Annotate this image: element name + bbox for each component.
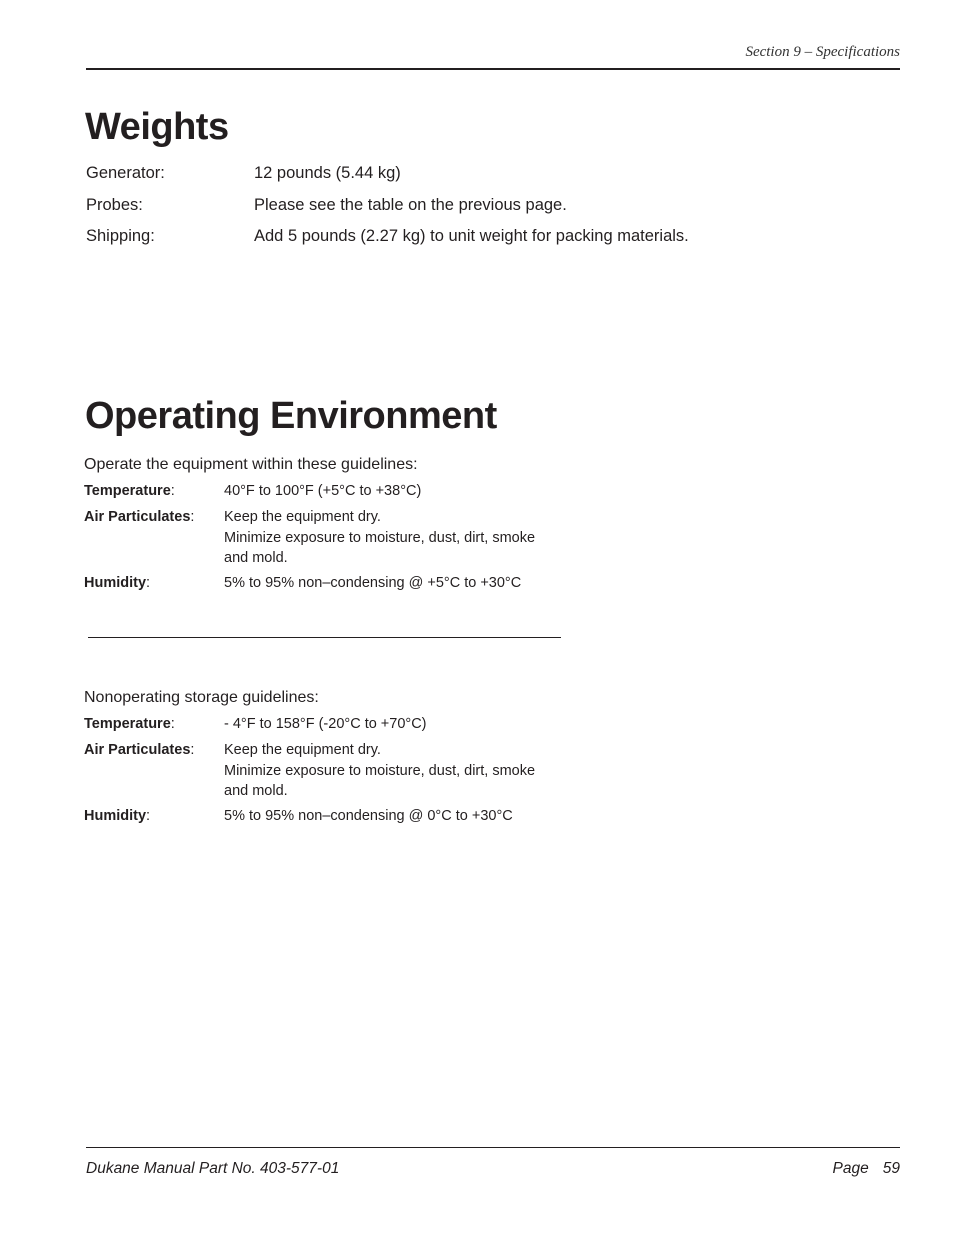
env-label: Humidity xyxy=(84,575,147,591)
env-label: Air Particulates xyxy=(84,742,191,758)
weights-label: Probes: xyxy=(86,196,143,214)
nonoperating-row-humidity: Humidity: 5% to 95% non–condensing @ 0°C to +30°C xyxy=(84,806,574,827)
env-label: Temperature xyxy=(84,716,171,732)
env-value: - 4°F to 158°F (-20°C to +70°C) xyxy=(224,716,427,732)
env-value: 5% to 95% non–condensing @ 0°C to +30°C xyxy=(224,808,513,824)
env-value: Keep the equipment dry. xyxy=(224,742,381,758)
section-header: Section 9 – Specifications xyxy=(745,44,900,60)
footer-divider xyxy=(86,1147,900,1148)
env-value: 40°F to 100°F (+5°C to +38°C) xyxy=(224,483,422,499)
operating-row-temperature: Temperature: 40°F to 100°F (+5°C to +38°C) xyxy=(84,481,574,502)
footer-page-label: Page xyxy=(832,1160,869,1177)
env-value: 5% to 95% non–condensing @ +5°C to +30°C xyxy=(224,575,522,591)
footer-manual-number: Dukane Manual Part No. 403-577-01 xyxy=(86,1160,340,1177)
env-value: Keep the equipment dry. xyxy=(224,509,381,525)
env-label: Temperature xyxy=(84,483,171,499)
nonoperating-intro: Nonoperating storage guidelines: xyxy=(84,689,319,706)
weights-value: Add 5 pounds (2.27 kg) to unit weight for packing materials. xyxy=(254,227,689,245)
environment-title: Operating Environment xyxy=(85,395,497,437)
weights-value: Please see the table on the previous page. xyxy=(254,196,567,214)
env-label: Air Particulates xyxy=(84,509,191,525)
weights-row-probes xyxy=(86,195,567,215)
env-value: Minimize exposure to moisture, dust, dirt, smoke xyxy=(224,529,536,546)
operating-row-humidity: Humidity: 5% to 95% non–condensing @ +5°C to +30°C xyxy=(84,573,574,594)
weights-value: 12 pounds (5.44 kg) xyxy=(254,164,401,182)
footer-page-number: 59 xyxy=(882,1160,900,1177)
weights-label: Shipping: xyxy=(86,227,155,245)
operating-intro: Operate the equipment within these guidelines: xyxy=(84,456,418,473)
operating-row-air-particulates: Air Particulates: Keep the equipment dry. Minimize exposure to moisture, dust, dirt, smoke and mold. xyxy=(84,507,574,569)
weights-title: Weights xyxy=(85,106,229,148)
env-value: and mold. xyxy=(224,550,288,566)
env-value: and mold. xyxy=(224,783,288,799)
section-divider xyxy=(88,637,561,638)
top-divider xyxy=(86,68,900,70)
weights-row-generator xyxy=(86,163,401,183)
nonoperating-row-air-particulates: Air Particulates: Keep the equipment dry. Minimize exposure to moisture, dust, dirt, smoke and mold. xyxy=(84,740,574,802)
nonoperating-row-temperature: Temperature: - 4°F to 158°F (-20°C to +70°C) xyxy=(84,714,574,735)
env-label: Humidity xyxy=(84,808,147,824)
weights-row-shipping xyxy=(86,226,689,246)
weights-label: Generator: xyxy=(86,164,165,182)
footer-page xyxy=(833,1160,900,1178)
env-value: Minimize exposure to moisture, dust, dirt, smoke xyxy=(224,762,536,779)
